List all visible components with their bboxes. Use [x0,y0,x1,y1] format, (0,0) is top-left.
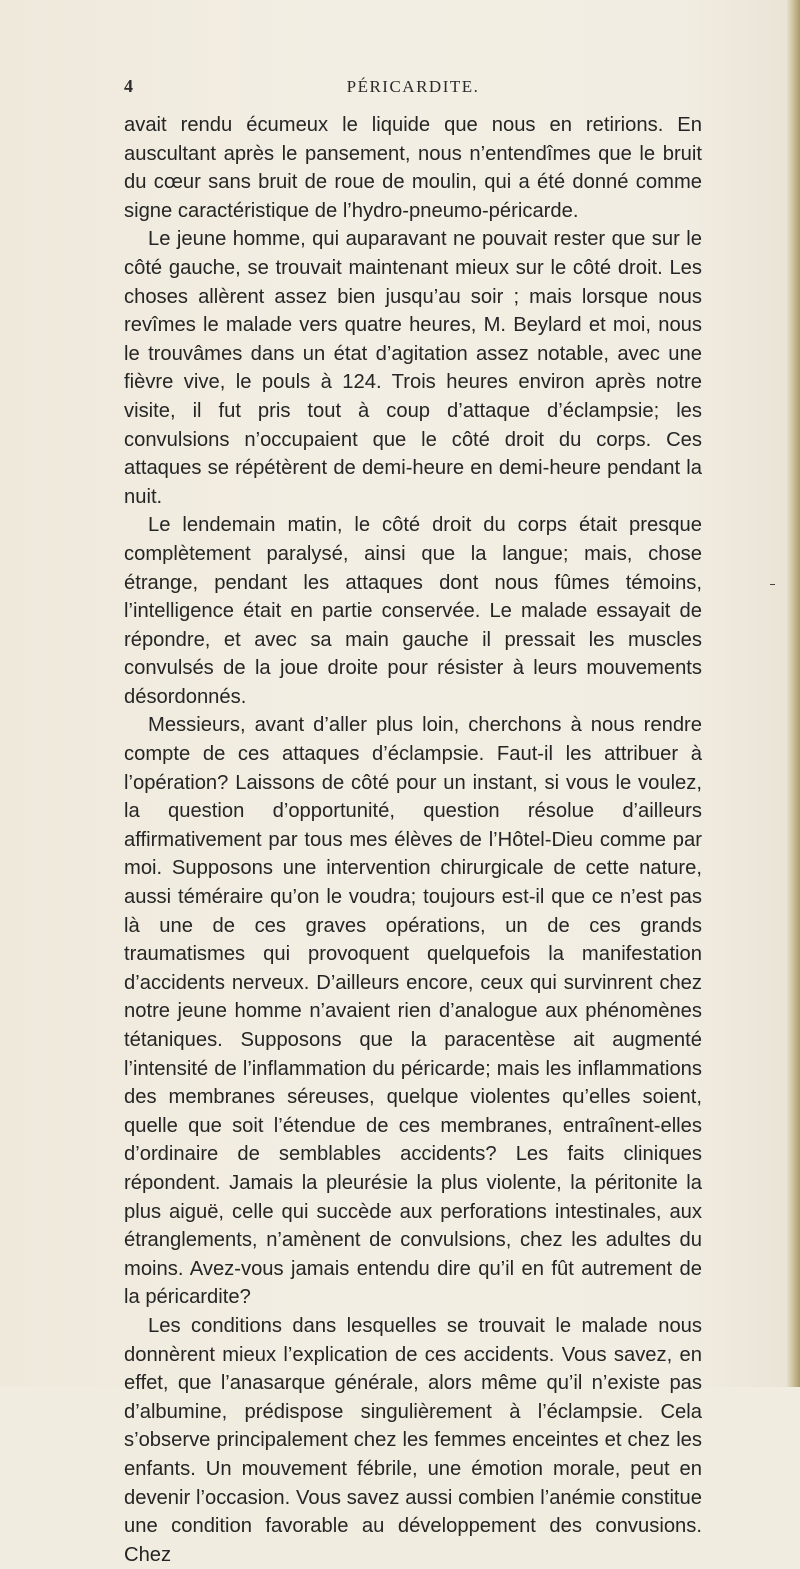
paragraph-2: Le jeune homme, qui auparavant ne pouvait rester que sur le côté gauche, se trouvait maintenant mieux sur le côté droit. Les choses allèrent assez bien jusqu’au soir ; mais lorsque nous revîmes le malade vers quatre heures, M. Beylard et moi, nous le trouvâmes dans un état d’agitation assez notable, avec une fièvre vive, le pouls à 124. Trois heures environ après notre visite, il fut pris tout à coup d’attaque d’éclampsie; les convulsions n’occupaient que le côté droit du corps. Ces attaques se répétèrent de demi-heure en demi-heure pendant la nuit. [124,228,702,508]
paragraph-5: Les conditions dans lesquelles se trouvait le malade nous donnèrent mieux l’explication de ces accidents. Vous savez, en effet, que l’anasarque générale, alors même qu’il n’existe pas d’albumine, prédispose singulièrement à l’éclampsie. Cela s’observe principalement chez les femmes enceintes et chez les enfants. Un mouvement fébrile, une émotion morale, peut en devenir l’occasion. Vous savez aussi combien l’anémie constitue une condition favorable au développement des convusions. Chez [124,1314,702,1566]
running-title: PÉRICARDITE. [346,77,480,96]
page-header [124,76,702,100]
paragraph-4: Messieurs, avant d’aller plus loin, cherchons à nous rendre compte de ces attaques d’éclampsie. Faut-il les attribuer à l’opération? Laissons de côté pour un instant, si vous le voulez, la question d’opportunité, question résolue d’ailleurs affirmativement par tous mes élèves de l’Hôtel-Dieu comme par moi. Supposons une intervention chirurgicale de cette nature, aussi téméraire qu’on le voudra; toujours est-il que ce n’est pas là une de ces graves opérations, un de ces grands traumatismes qui provoquent quelquefois la manifestation d’accidents nerveux. D’ailleurs encore, ceux qui survinrent chez notre jeune homme n’avaient rien d’analogue aux phénomènes tétaniques. Supposons que la paracentèse ait augmenté l’intensité de l’inflammation du péricarde; mais les inflammations des membranes séreuses, quelque violentes qu’elles soient, quelle que soit l’étendue de ces membranes, entraînent-elles d’ordinaire de semblables accidents? Les faits cliniques répondent. Jamais la pleurésie la plus violente, la péritonite la plus aiguë, celle qui succède aux perforations intestinales, aux étranglements, n’amènent de convulsions, chez les adultes du moins. Avez-vous jamais entendu dire qu’il en fût autrement de la péricardite? [124,714,702,1309]
body-text [124,111,702,1569]
paragraph-3: Le lendemain matin, le côté droit du corps était presque complètement paralysé, ainsi que la langue; mais, chose étrange, pendant les attaques dont nous fûmes témoins, l’intelligence était en partie conservée. Le malade essayait de répondre, et avec sa main gauche il pressait les muscles convulsés de la joue droite pour résister à leurs mouvements désordonnés. [124,514,702,708]
page-number: 4 [124,76,133,96]
page-edge-shadow [786,0,800,1387]
paragraph-1: avait rendu écumeux le liquide que nous en retirions. En auscultant après le pansement, nous n’entendîmes que le bruit du cœur sans bruit de roue de moulin, qui a été donné comme signe caractéristique de l’hydro-pneumo-péricarde. [124,114,702,222]
margin-mark [770,584,775,585]
